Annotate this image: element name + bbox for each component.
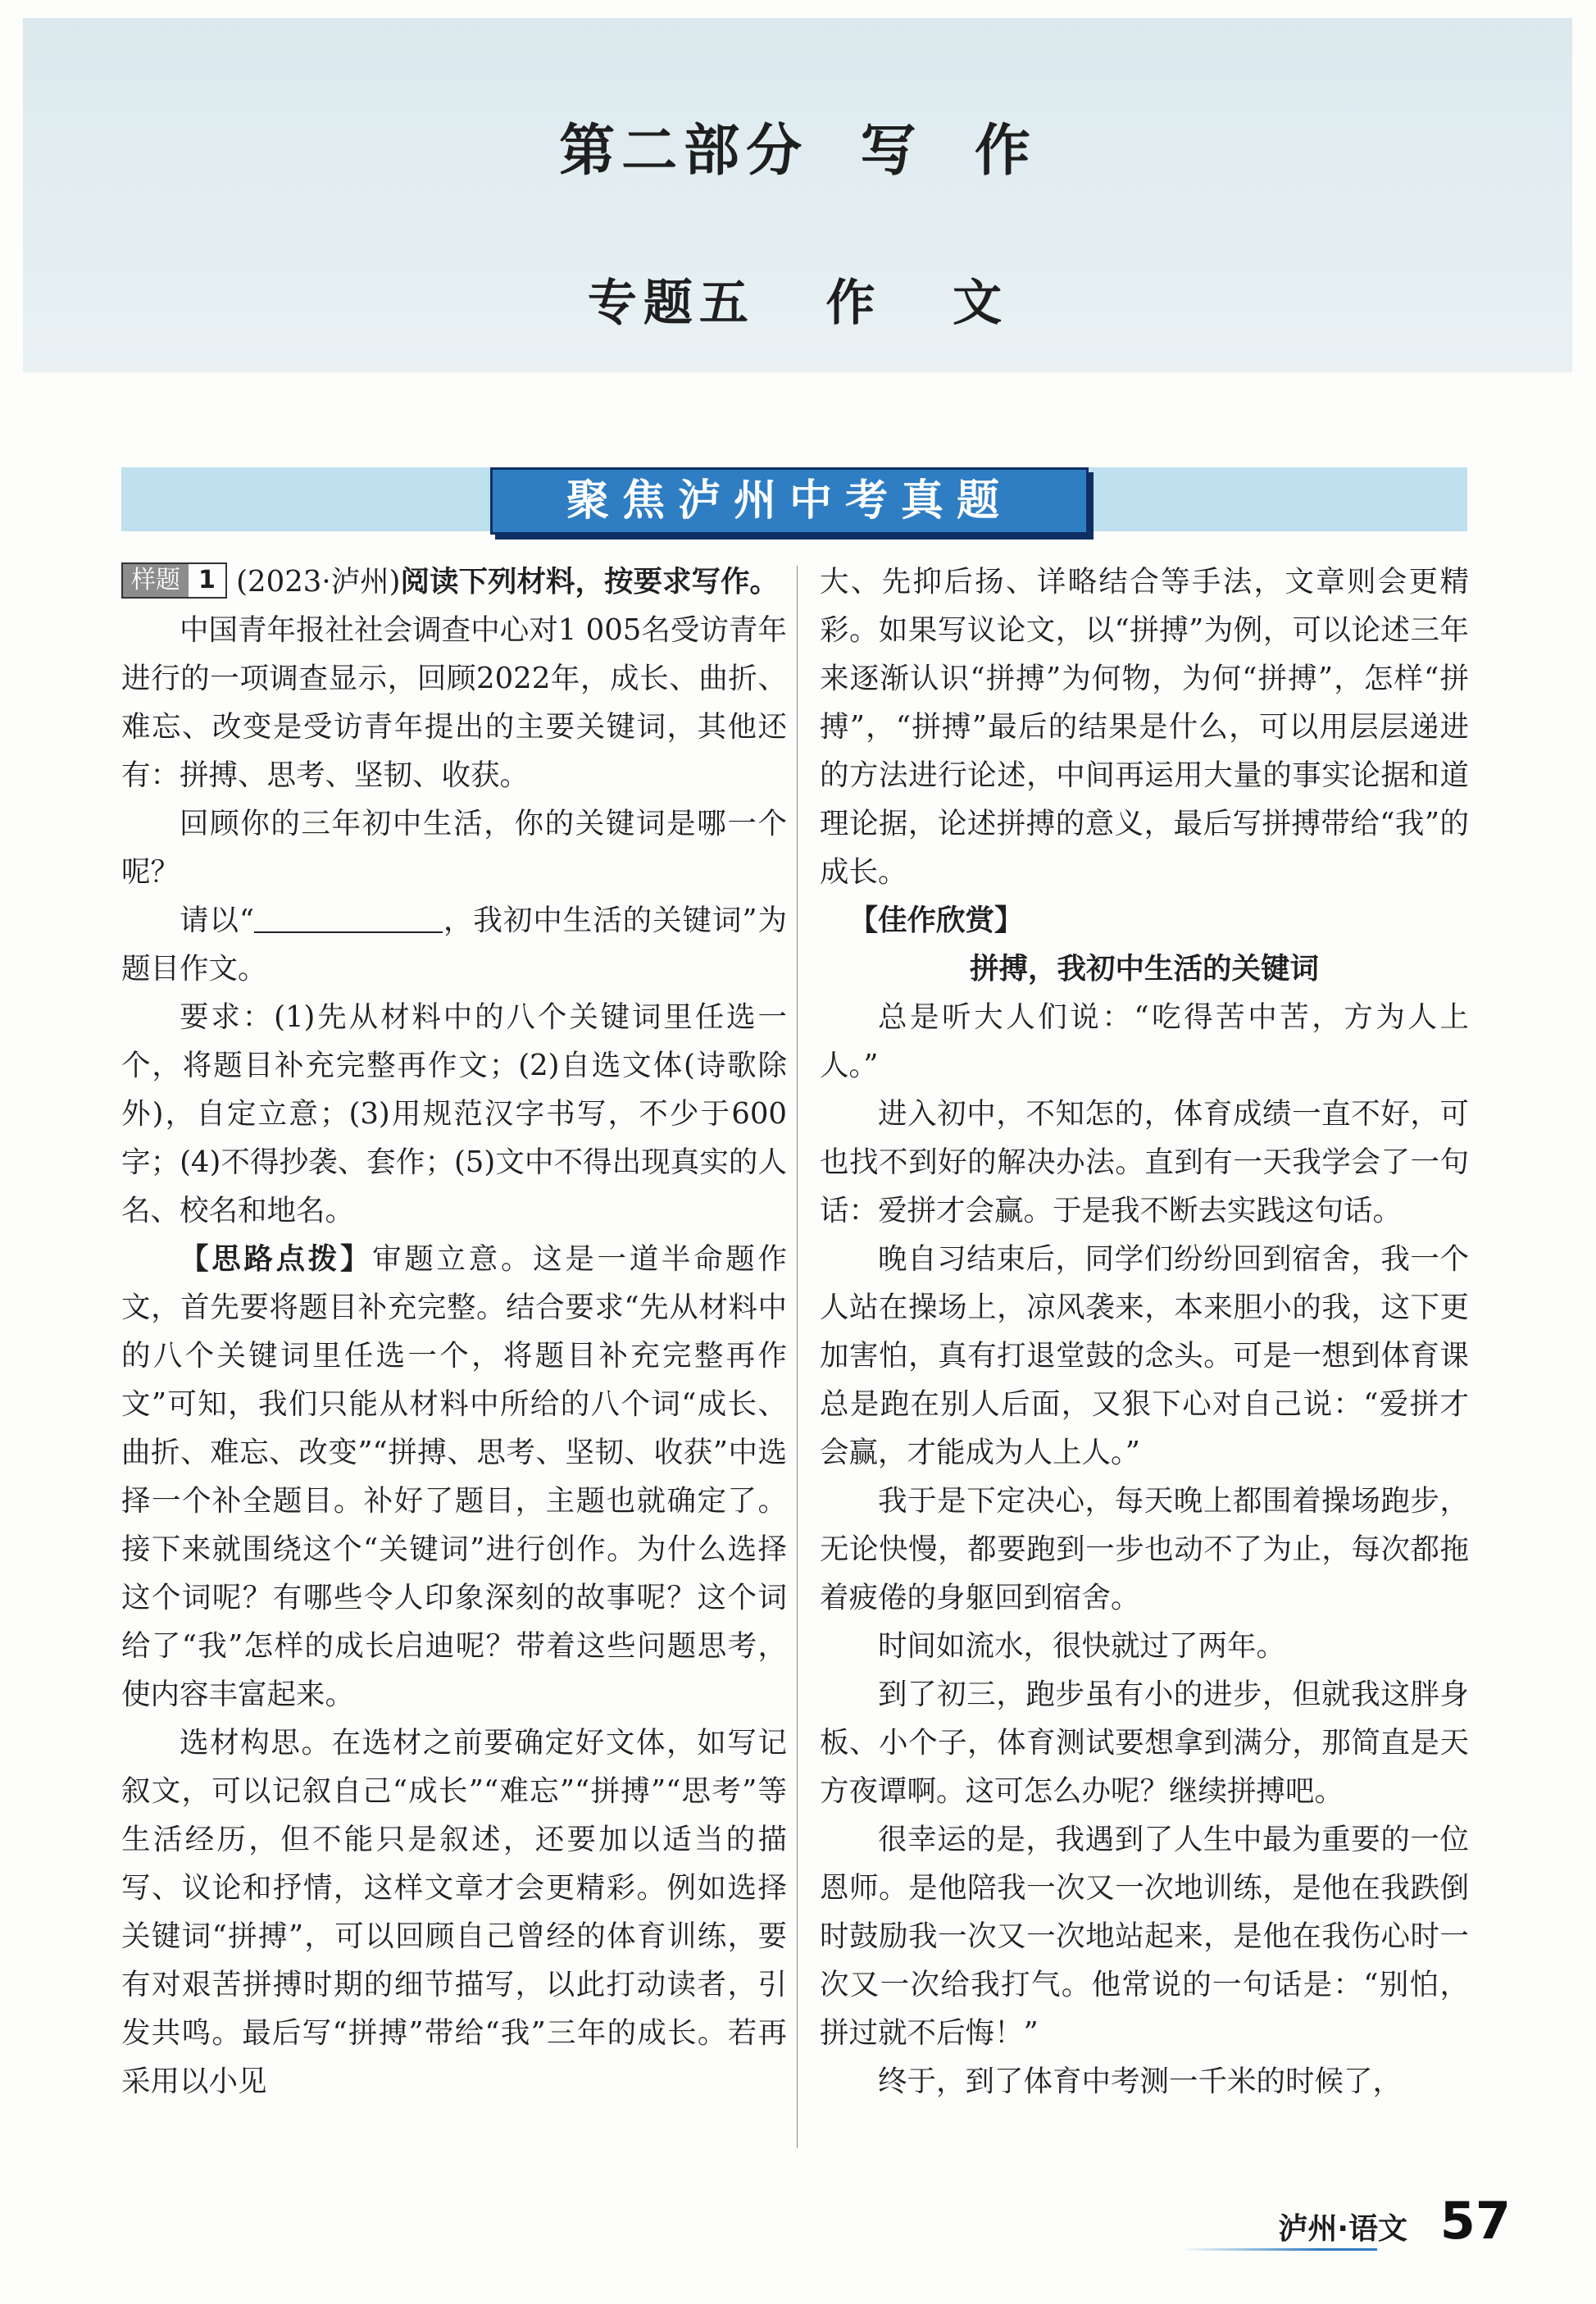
material-paragraph-1: 中国青年报社社会调查中心对1 005名受访青年进行的一项调查显示，回顾2022年，成长、曲折、难忘、改变是受访青年提出的主要关键词，其他还有：拼搏、思考、坚韧、收获。 <box>121 613 787 792</box>
right-column <box>820 558 1469 2106</box>
essay-paragraph-7: 很幸运的是，我遇到了人生中最为重要的一位恩师。是他陪我一次又一次地训练，是他在我跌倒时鼓励我一次又一次地站起来，是他在我伤心时一次又一次给我打气。他常说的一句话是：“别怕，拼过就不后悔！” <box>820 1823 1469 2050</box>
essay-paragraph-5: 时间如流水，很快就过了两年。 <box>878 1629 1286 1663</box>
sample-badge-label: 样题 <box>123 564 189 597</box>
essay-paragraph-8: 终于，到了体育中考测一千米的时候了， <box>878 2065 1403 2098</box>
footer-accent-line <box>1180 2248 1377 2251</box>
section-title: 聚焦泸州中考真题 <box>490 467 1089 535</box>
question-stem <box>121 558 787 606</box>
essay-paragraph-6: 到了初三，跑步虽有小的进步，但就我这胖身板、小个子，体育测试要想拿到满分，那简直是天方夜谭啊。这可怎么办呢？继续拼搏吧。 <box>820 1678 1469 1808</box>
essay-paragraph-4: 我于是下定决心，每天晚上都围着操场跑步，无论快慢，都要跑到一步也动不了为止，每次都拖着疲倦的身躯回到宿舍。 <box>820 1484 1469 1614</box>
hint-paragraph <box>121 1235 787 1719</box>
topic-title: 专题五 作 文 <box>587 275 1009 332</box>
material-paragraph-2: 回顾你的三年初中生活，你的关键词是哪一个呢？ <box>121 807 787 889</box>
left-column <box>121 558 787 2106</box>
question-instruction: 阅读下列材料，按要求写作。 <box>400 565 780 599</box>
essay-paragraph-2: 进入初中，不知怎的，体育成绩一直不好，可也找不到好的解决办法。直到有一天我学会了一句话：爱拼才会赢。于是我不断去实践这句话。 <box>820 1097 1469 1227</box>
essay-title: 拼搏，我初中生活的关键词 <box>969 952 1319 986</box>
part-title: 第二部分 写 作 <box>559 118 1037 184</box>
question-source: (2023·泸州) <box>236 565 401 599</box>
sample-badge-number: 1 <box>198 566 216 594</box>
prompt-after: ，我初中生活的关键词”为题目作文。 <box>121 904 787 986</box>
prompt-paragraph <box>121 896 787 993</box>
prompt-before: 请以“ <box>180 904 255 937</box>
essay-paragraph-3: 晚自习结束后，同学们纷纷回到宿舍，我一个人站在操场上，凉风袭来，本来胆小的我，这下更加害怕，真有打退堂鼓的念头。可是一想到体育课总是跑在别人后面，又狠下心对自己说：“爱拼才会赢，才能成为人上人。” <box>820 1242 1469 1469</box>
hint-paragraph-2: 选材构思。在选材之前要确定好文体，如写记叙文，可以记叙自己“成长”“难忘”“拼搏”“思考”等生活经历，但不能只是叙述，还要加以适当的描写、议论和抒情，这样文章才会更精彩。例如选择关键词“拼搏”，可以回顾自己曾经的体育训练，要有对艰苦拼搏时期的细节描写，以此打动读者，引发共鸣。最后写“拼搏”带给“我”三年的成长。若再采用以小见 <box>121 1726 787 2098</box>
essay-label: 【佳作欣赏】 <box>848 904 1024 937</box>
hint-label: 【思路点拨】 <box>180 1242 373 1276</box>
footer-label: 泸州·语文 <box>1278 2212 1407 2246</box>
hint-text: 审题立意。这是一道半命题作文，首先要将题目补充完整。结合要求“先从材料中的八个关键词里任选一个，将题目补充完整再作文”可知，我们只能从材料中所给的八个词“成长、曲折、难忘、改变”“拼搏、思考、坚韧、收获”中选择一个补全题目。补好了题目，主题也就确定了。接下来就围绕这个“关键词”进行创作。为什么选择这个词呢？有哪些令人印象深刻的故事呢？这个词给了“我”怎样的成长启迪呢？带着这些问题思考，使内容丰富起来。 <box>121 1242 787 1711</box>
column-divider <box>797 566 798 2148</box>
fill-blank <box>254 902 443 933</box>
essay-paragraph-1: 总是听大人们说：“吃得苦中苦，方为人上人。” <box>820 1000 1469 1082</box>
page-number: 57 <box>1439 2191 1511 2251</box>
continued-paragraph: 大、先抑后扬、详略结合等手法，文章则会更精彩。如果写议论文，以“拼搏”为例，可以论述三年来逐渐认识“拼搏”为何物，为何“拼搏”，怎样“拼搏”，“拼搏”最后的结果是什么，可以用层层递进的方法进行论述，中间再运用大量的事实论据和道理论据，论述拼搏的意义，最后写拼搏带给“我”的成长。 <box>820 565 1469 889</box>
requirements-paragraph: 要求：(1)先从材料中的八个关键词里任选一个，将题目补充完整再作文；(2)自选文体(诗歌除外)，自定立意；(3)用规范汉字书写，不少于600字；(4)不得抄袭、套作；(5)文中不得出现真实的人名、校名和地名。 <box>121 1000 787 1227</box>
sample-badge <box>121 562 227 599</box>
